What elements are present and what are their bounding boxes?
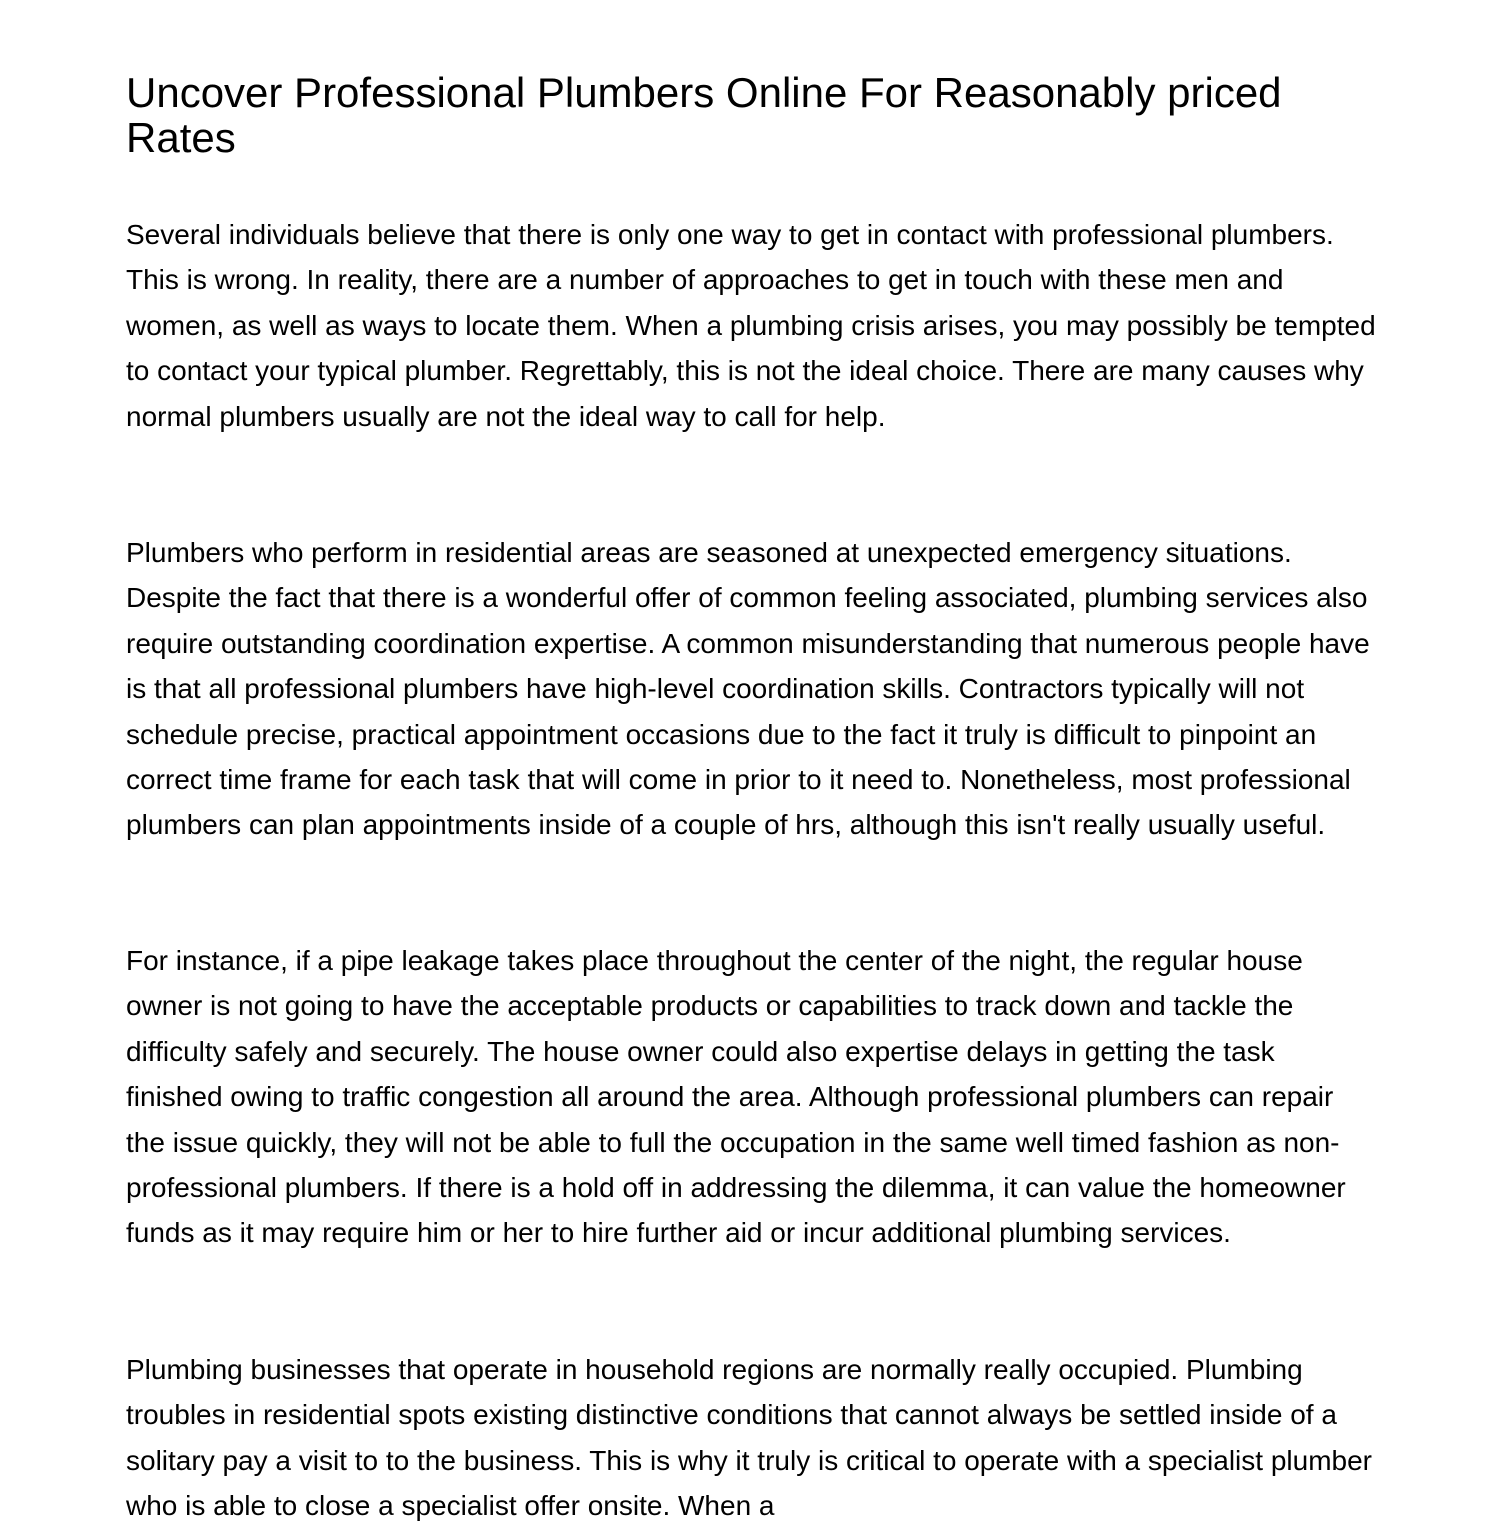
paragraph-2: Plumbers who perform in residential areas are seasoned at unexpected emergency situations. Despite the fact that there is a wonderful offer of common feeling associated, plumbing services also require outstanding coordination expertise. A common misunderstanding that numerous people have is that all professional plumbers have high-level coordination skills. Contractors typically will not schedule precise, practical appointment occasions due to the fact it truly is difficult to pinpoint an correct time frame for each task that will come in prior to it need to. Nonetheless, most professional plumbers can plan appointments inside of a couple of hrs, although this isn't really usually useful. (126, 537, 1370, 841)
paragraph-3: For instance, if a pipe leakage takes place throughout the center of the night, the regular house owner is not going to have the acceptable products or capabilities to track down and tackle the difficulty safely and securely. The house owner could also expertise delays in getting the task finished owing to traffic congestion all around the area. Although professional plumbers can repair the issue quickly, they will not be able to full the occupation in the same well timed fashion as non-professional plumbers. If there is a hold off in addressing the dilemma, it can value the homeowner funds as it may require him or her to hire further aid or incur additional plumbing services. (126, 945, 1346, 1249)
paragraph-4: Plumbing businesses that operate in household regions are normally really occupied. Plumbing troubles in residential spots existing distinctive conditions that cannot always be settled inside of a solitary pay a visit to to the business. This is why it truly is critical to operate with a specialist plumber who is able to close a specialist offer onsite. When a (126, 1354, 1372, 1522)
paragraph-1: Several individuals believe that there is only one way to get in contact with professional plumbers. This is wrong. In reality, there are a number of approaches to get in touch with these men and women, as well as ways to locate them. When a plumbing crisis arises, you may possibly be tempted to contact your typical plumber. Regrettably, this is not the ideal choice. There are many causes why normal plumbers usually are not the ideal way to call for help. (126, 219, 1376, 432)
page-title: Uncover Professional Plumbers Online For Reasonably priced Rates (126, 69, 1282, 161)
